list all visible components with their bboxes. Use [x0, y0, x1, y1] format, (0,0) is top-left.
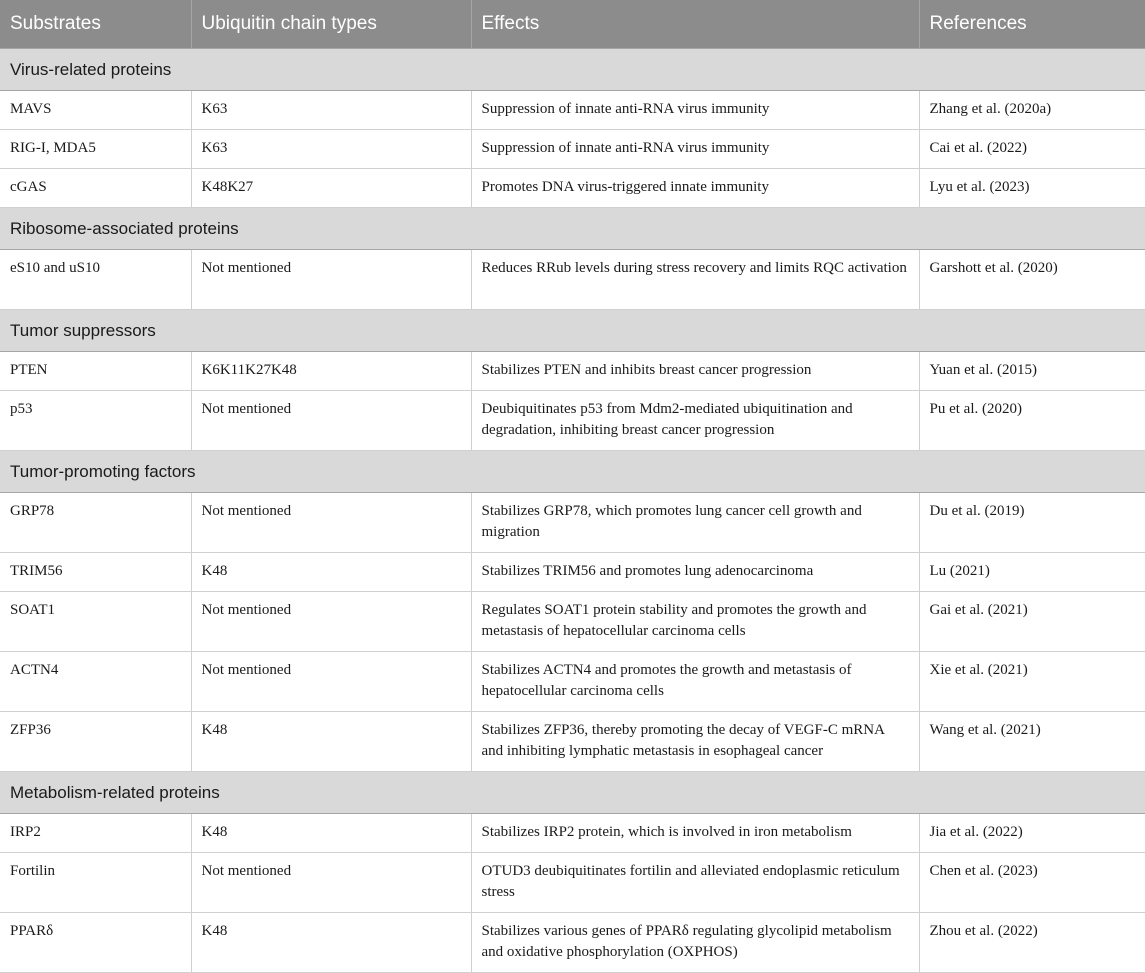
effect-cell: Stabilizes GRP78, which promotes lung cancer cell growth and migration — [471, 493, 919, 553]
effect-cell: Stabilizes ZFP36, thereby promoting the decay of VEGF-C mRNA and inhibiting lymphatic metastasis in esophageal cancer — [471, 712, 919, 772]
effect-cell: Promotes DNA virus-triggered innate immunity — [471, 169, 919, 208]
table-row — [0, 250, 1145, 310]
section-title: Virus-related proteins — [0, 49, 1145, 91]
table-row — [0, 652, 1145, 712]
effect-cell: Stabilizes TRIM56 and promotes lung adenocarcinoma — [471, 553, 919, 592]
chain-type-cell: Not mentioned — [191, 391, 471, 451]
section-title: Ribosome-associated proteins — [0, 208, 1145, 250]
chain-type-cell: K6K11K27K48 — [191, 352, 471, 391]
chain-type-cell: K48 — [191, 814, 471, 853]
chain-type-cell: K48 — [191, 712, 471, 772]
reference-cell: Chen et al. (2023) — [919, 853, 1145, 913]
section-title: Tumor suppressors — [0, 310, 1145, 352]
substrate-cell: SOAT1 — [0, 592, 191, 652]
header-chain-types: Ubiquitin chain types — [191, 0, 471, 49]
header-effects: Effects — [471, 0, 919, 49]
reference-cell: Jia et al. (2022) — [919, 814, 1145, 853]
table-row — [0, 712, 1145, 772]
substrate-cell: ZFP36 — [0, 712, 191, 772]
table-row — [0, 130, 1145, 169]
reference-cell: Gai et al. (2021) — [919, 592, 1145, 652]
substrate-cell: eS10 and uS10 — [0, 250, 191, 310]
chain-type-cell: Not mentioned — [191, 853, 471, 913]
substrate-cell: GRP78 — [0, 493, 191, 553]
table-body — [0, 49, 1145, 973]
effect-cell: Deubiquitinates p53 from Mdm2-mediated ubiquitination and degradation, inhibiting breast cancer progression — [471, 391, 919, 451]
header-references: References — [919, 0, 1145, 49]
chain-type-cell: Not mentioned — [191, 250, 471, 310]
section-row — [0, 49, 1145, 91]
table-row — [0, 853, 1145, 913]
section-title: Tumor-promoting factors — [0, 451, 1145, 493]
chain-type-cell: K63 — [191, 91, 471, 130]
table-row — [0, 91, 1145, 130]
substrate-cell: cGAS — [0, 169, 191, 208]
table-header — [0, 0, 1145, 49]
reference-cell: Lu (2021) — [919, 553, 1145, 592]
reference-cell: Lyu et al. (2023) — [919, 169, 1145, 208]
header-row — [0, 0, 1145, 49]
reference-cell: Zhang et al. (2020a) — [919, 91, 1145, 130]
table-row — [0, 352, 1145, 391]
chain-type-cell: Not mentioned — [191, 652, 471, 712]
effect-cell: Regulates SOAT1 protein stability and promotes the growth and metastasis of hepatocellular carcinoma cells — [471, 592, 919, 652]
substrate-cell: PTEN — [0, 352, 191, 391]
reference-cell: Garshott et al. (2020) — [919, 250, 1145, 310]
reference-cell: Cai et al. (2022) — [919, 130, 1145, 169]
effect-cell: OTUD3 deubiquitinates fortilin and alleviated endoplasmic reticulum stress — [471, 853, 919, 913]
table-row — [0, 814, 1145, 853]
chain-type-cell: K63 — [191, 130, 471, 169]
effect-cell: Reduces RRub levels during stress recovery and limits RQC activation — [471, 250, 919, 310]
substrate-cell: RIG-I, MDA5 — [0, 130, 191, 169]
chain-type-cell: K48 — [191, 913, 471, 973]
substrate-cell: p53 — [0, 391, 191, 451]
effect-cell: Suppression of innate anti-RNA virus immunity — [471, 91, 919, 130]
reference-cell: Xie et al. (2021) — [919, 652, 1145, 712]
effect-cell: Suppression of innate anti-RNA virus immunity — [471, 130, 919, 169]
reference-cell: Pu et al. (2020) — [919, 391, 1145, 451]
chain-type-cell: K48 — [191, 553, 471, 592]
header-substrates: Substrates — [0, 0, 191, 49]
substrate-cell: TRIM56 — [0, 553, 191, 592]
table-row — [0, 553, 1145, 592]
substrate-cell: PPARδ — [0, 913, 191, 973]
effect-cell: Stabilizes ACTN4 and promotes the growth and metastasis of hepatocellular carcinoma cells — [471, 652, 919, 712]
effect-cell: Stabilizes PTEN and inhibits breast cancer progression — [471, 352, 919, 391]
table-row — [0, 391, 1145, 451]
chain-type-cell: K48K27 — [191, 169, 471, 208]
reference-cell: Zhou et al. (2022) — [919, 913, 1145, 973]
section-title: Metabolism-related proteins — [0, 772, 1145, 814]
reference-cell: Wang et al. (2021) — [919, 712, 1145, 772]
substrate-cell: MAVS — [0, 91, 191, 130]
reference-cell: Yuan et al. (2015) — [919, 352, 1145, 391]
effect-cell: Stabilizes IRP2 protein, which is involved in iron metabolism — [471, 814, 919, 853]
table-row — [0, 169, 1145, 208]
substrate-cell: ACTN4 — [0, 652, 191, 712]
table-row — [0, 493, 1145, 553]
chain-type-cell: Not mentioned — [191, 592, 471, 652]
table-row — [0, 592, 1145, 652]
chain-type-cell: Not mentioned — [191, 493, 471, 553]
substrate-cell: Fortilin — [0, 853, 191, 913]
table-row — [0, 913, 1145, 973]
section-row — [0, 772, 1145, 814]
section-row — [0, 310, 1145, 352]
section-row — [0, 451, 1145, 493]
reference-cell: Du et al. (2019) — [919, 493, 1145, 553]
section-row — [0, 208, 1145, 250]
effect-cell: Stabilizes various genes of PPARδ regulating glycolipid metabolism and oxidative phosphorylation (OXPHOS) — [471, 913, 919, 973]
substrate-cell: IRP2 — [0, 814, 191, 853]
